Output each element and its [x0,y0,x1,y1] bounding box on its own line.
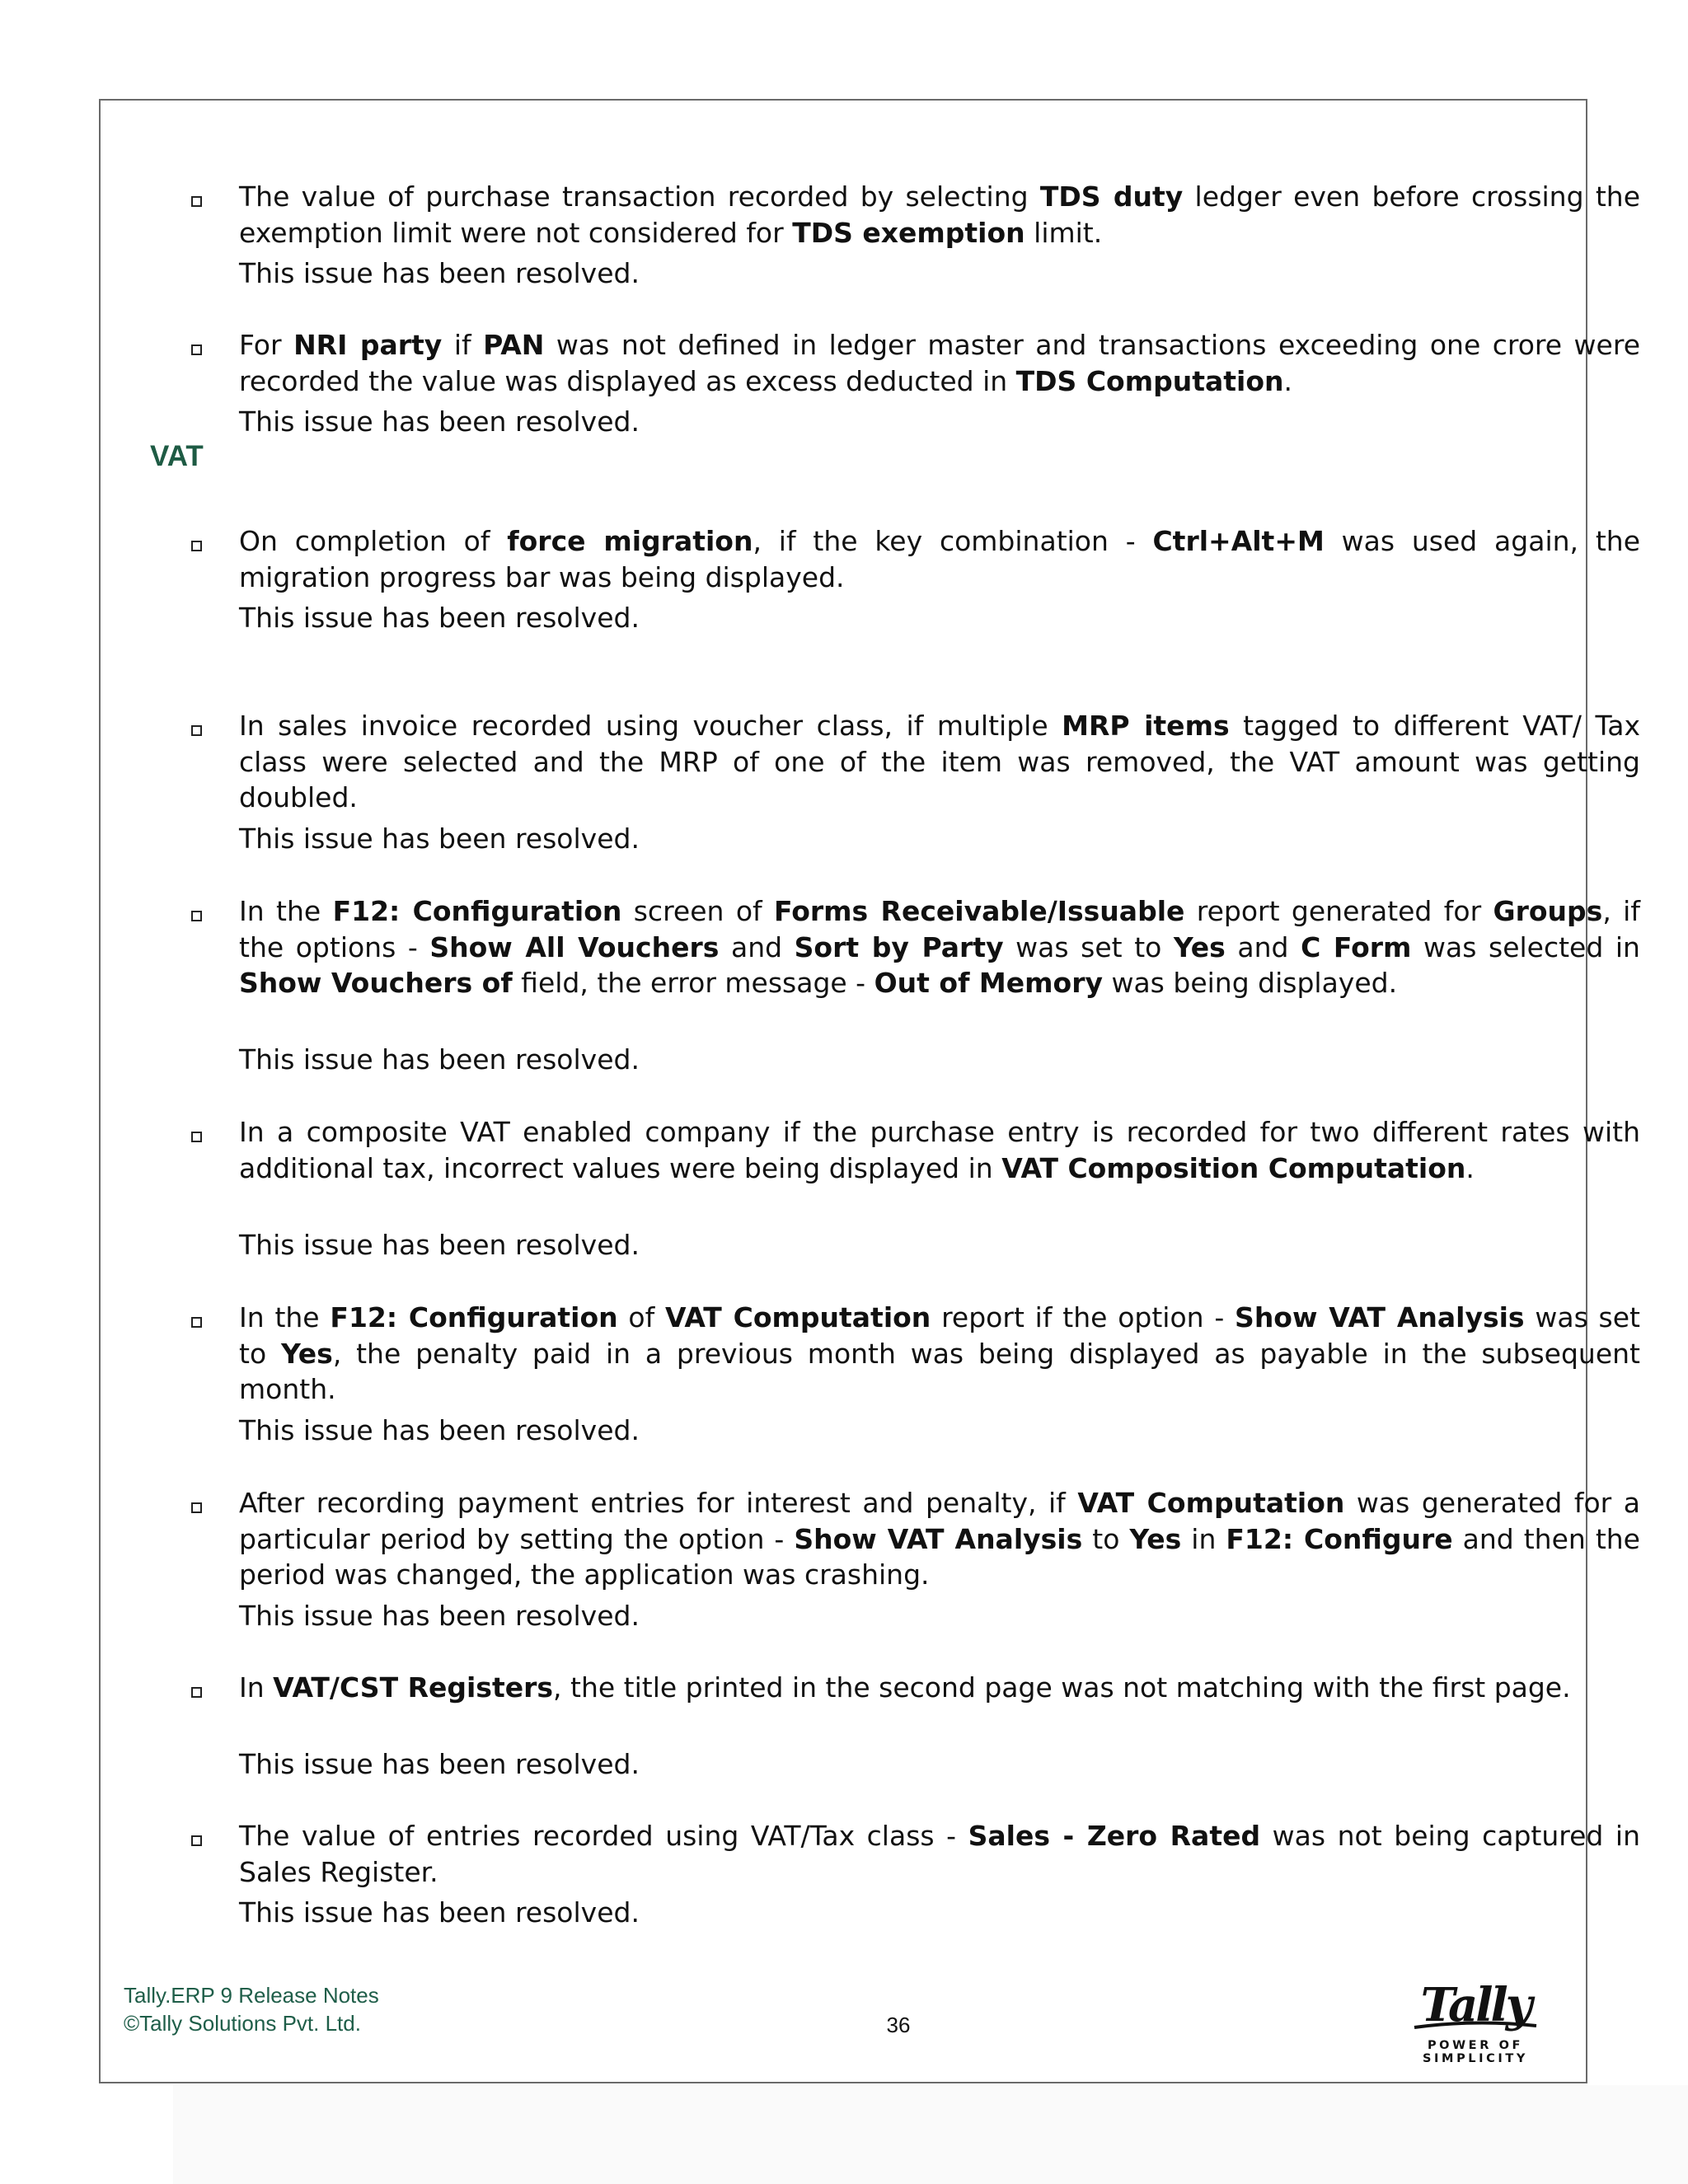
issue-resolved-note: This issue has been resolved. [239,1043,640,1076]
text-run: After recording payment entries for interest and penalty, if [239,1487,1078,1519]
text-run: was set to [1003,930,1174,963]
bold-term: F12: Configuration [330,1301,618,1333]
issue-description [239,523,1640,595]
text-run: was being displayed. [1102,967,1398,999]
text-run: and [1225,930,1301,963]
bold-term: Show All Vouchers [429,930,720,963]
text-run: For [239,329,294,361]
bold-term: F12: Configuration [332,895,622,927]
issue-resolved-note: This issue has been resolved. [239,405,640,438]
text-run: was selected in [1411,930,1640,963]
issue-resolved-note: This issue has been resolved. [239,1896,640,1929]
footer-copyright: ©Tally Solutions Pvt. Ltd. [124,2011,361,2036]
page-frame [99,99,1641,2083]
bold-term: VAT Composition Computation [1001,1151,1466,1184]
square-bullet-icon [191,911,202,921]
text-run: and then the period was changed, the application was crashing. [239,1522,1640,1591]
page-number: 36 [886,2013,911,2037]
square-bullet-icon [191,1835,202,1846]
bold-term: C Form [1301,930,1412,963]
issue-resolved-note: This issue has been resolved. [239,602,640,634]
text-run: In sales invoice recorded using voucher class, if multiple [239,710,1062,742]
text-run: On completion of [239,525,508,557]
bold-term: Ctrl+Alt+M [1152,525,1325,557]
issue-description [239,1818,1640,1890]
issue-description [239,708,1640,816]
tally-logo [1383,1973,1568,2064]
footer-credits [124,1981,379,2037]
text-run: ledger even before crossing the exemption limit were not considered for [239,180,1641,249]
text-run: , the penalty paid in a previous month was being displayed as payable in the subsequent month. [239,1337,1640,1405]
issue-description [239,893,1640,1001]
text-run: was not being captured in Sales Register. [239,1820,1641,1888]
text-run: In a composite VAT enabled company if the purchase entry is recorded for two different rates with additional tax, incorrect values were being displayed in [239,1116,1640,1184]
bold-term: Show VAT Analysis [794,1522,1083,1555]
issue-resolved-note: This issue has been resolved. [239,1600,640,1632]
issue-resolved-note: This issue has been resolved. [239,823,640,855]
bold-term: VAT/CST Registers [273,1671,554,1704]
issue-resolved-note: This issue has been resolved. [239,1414,640,1446]
bold-term: NRI party [293,329,443,361]
bold-term: TDS duty [1039,180,1184,213]
issue-description [239,1114,1640,1186]
section-heading-vat: VAT [150,440,204,472]
bold-term: MRP items [1062,710,1230,742]
text-run: , if the key combination - [753,525,1153,557]
issue-description [239,179,1640,251]
bold-term: force migration [507,525,753,557]
tally-logo-icon [1383,1973,1568,2037]
text-run: report generated for [1184,895,1493,927]
text-run: field, the error message - [512,967,874,999]
text-run: was set to [239,1301,1640,1370]
footer-doc-title: Tally.ERP 9 Release Notes [124,1983,379,2008]
logo-wordmark: Tally [1420,1978,1531,2032]
text-run: was not defined in ledger master and transactions exceeding one crore were recorded the value was displayed as excess deducted in [239,329,1640,397]
bold-term: Forms Receivable/Issuable [774,895,1185,927]
page-content [101,101,1641,2082]
text-run: of [617,1301,666,1333]
text-run: if [442,329,484,361]
text-run: limit. [1025,216,1103,249]
square-bullet-icon [191,1317,202,1328]
issue-description [239,1300,1640,1408]
bold-term: Yes [1129,1522,1182,1555]
text-run: The value of entries recorded using VAT/Tax class - [239,1820,968,1852]
square-bullet-icon [191,725,202,736]
text-run: . [1283,364,1292,397]
text-run: screen of [621,895,774,927]
issue-description [239,1485,1640,1593]
square-bullet-icon [191,541,202,551]
bold-term: VAT Computation [665,1301,931,1333]
logo-tagline: POWER OF SIMPLICITY [1423,2039,1528,2065]
square-bullet-icon [191,1687,202,1698]
text-run: The value of purchase transaction recorded by selecting [239,180,1040,213]
page-bottom-band [173,2085,1688,2184]
bold-term: PAN [483,329,545,361]
text-run: In the [239,895,333,927]
text-run: was generated for a particular period by setting the option - [239,1487,1640,1555]
bold-term: TDS Computation [1015,364,1284,397]
text-run: In the [239,1301,331,1333]
text-run: and [719,930,795,963]
text-run: , the title printed in the second page was not matching with the first page. [553,1671,1571,1704]
issue-resolved-note: This issue has been resolved. [239,257,640,289]
text-run: tagged to different VAT/ Tax class were selected and the MRP of one of the item was removed, the VAT amount was getting doubled. [239,710,1640,813]
text-run: , if the options - [239,895,1640,963]
bold-term: Groups [1493,895,1603,927]
text-run: in [1181,1522,1226,1555]
square-bullet-icon [191,344,202,355]
issue-resolved-note: This issue has been resolved. [239,1229,640,1261]
square-bullet-icon [191,1132,202,1142]
bold-term: Out of Memory [874,967,1103,999]
bold-term: Show Vouchers of [239,967,513,999]
bold-term: Yes [1173,930,1226,963]
issue-description [239,1670,1640,1706]
text-run: . [1465,1151,1475,1184]
bold-term: TDS exemption [792,216,1025,249]
text-run: report if the option - [931,1301,1236,1333]
bold-term: VAT Computation [1077,1487,1345,1519]
text-run: to [1082,1522,1130,1555]
issue-resolved-note: This issue has been resolved. [239,1748,640,1780]
bold-term: Show VAT Analysis [1235,1301,1525,1333]
text-run: was used again, the migration progress bar was being displayed. [239,525,1641,593]
bold-term: Sort by Party [794,930,1004,963]
issue-description [239,327,1640,399]
bold-term: F12: Configure [1226,1522,1453,1555]
bold-term: Sales - Zero Rated [968,1820,1261,1852]
square-bullet-icon [191,196,202,207]
square-bullet-icon [191,1502,202,1513]
bold-term: Yes [280,1337,333,1370]
text-run: In [239,1671,274,1704]
